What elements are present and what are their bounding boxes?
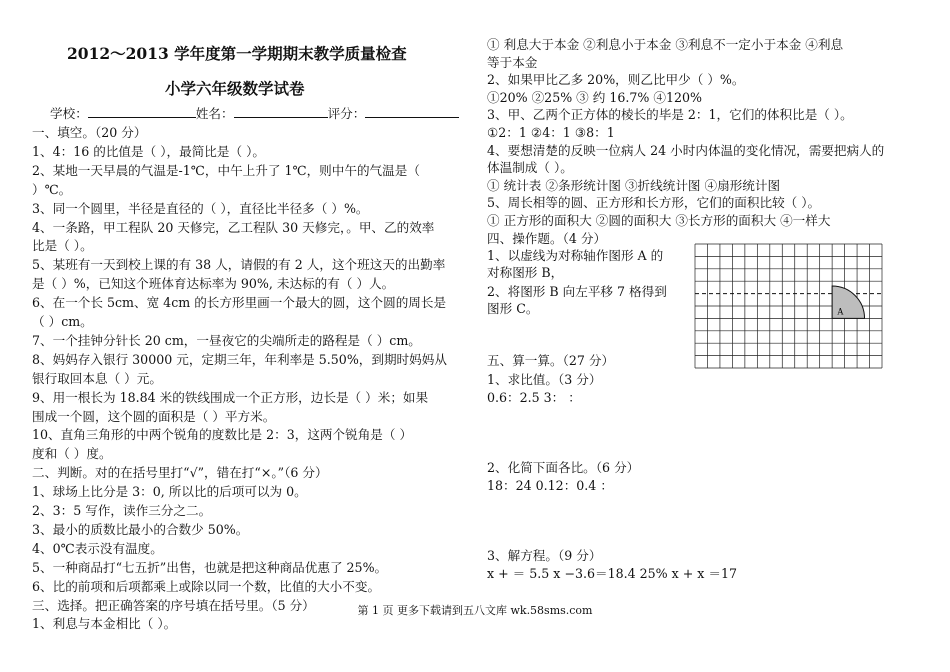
calc-line-1: 1、求比值。（3 分） [487, 372, 602, 387]
calc-line-6: x + ＝ 5.5 x −3.6＝18.4 25% x + x ＝17 [487, 566, 737, 581]
symmetry-grid [694, 243, 883, 369]
left-line-2: 2、某地一天早晨的气温是-1℃，中午上升了 1℃，则中午的气温是（ [32, 162, 420, 178]
left-line-13: 银行取回本息（ ）元。 [32, 370, 162, 386]
info-row [50, 105, 459, 122]
left-line-10: （ ）cm。 [32, 314, 93, 329]
right-line-0: ① 利息大于本金 ②利息小于本金 ③利息不一定小于本金 ④利息 [487, 37, 844, 52]
left-line-7: 5、某班有一天到校上课的有 38 人，请假的有 2 人，这个班这天的出勤率 [32, 257, 446, 273]
right-line-10: ① 正方形的面积大 ②圆的面积大 ③长方形的面积大 ④一样大 [487, 213, 831, 228]
op-line-1: 对称图形 B， [487, 265, 564, 280]
right-line-3: ①20% ②25% ③ 约 16.7% ④120% [487, 89, 702, 105]
left-line-21: 3、最小的质数比最小的合数少 50%。 [32, 521, 249, 537]
calc-line-2: 0.6：2.5 3： ： [487, 390, 581, 405]
page-footer: 第 1 页 更多下载请到五八文库 wk.58sms.com [357, 604, 593, 617]
left-line-18: 二、判断。对的在括号里打“√”，错在打“×。”（6 分） [32, 465, 328, 481]
left-line-23: 5、一种商品打“七五折”出售，也就是把这种商品优惠了 25%。 [32, 559, 388, 575]
right-line-4: 3、甲、乙两个正方体的棱长的毕是 2：1，它们的体积比是（ ）。 [487, 107, 853, 123]
right-line-5: ①2：1 ②4：1 ③8：1 [487, 125, 615, 140]
left-line-8: 是（ ）%，已知这个班体育达标率为 90%, 未达标的有（ ）人。 [32, 276, 395, 292]
calc-line-5: 3、解方程。（9 分） [487, 548, 602, 563]
right-line-7: 体温制成（ ）。 [487, 160, 573, 176]
figure-a-label: A [837, 306, 844, 317]
left-line-0: 一、填空。（20 分） [32, 125, 147, 140]
left-line-19: 1、球场上比分是 3：0, 所以比的后项可以为 0。 [32, 484, 307, 500]
right-line-9: 5、周长相等的圆、正方形和长方形，它们的面积比较（ ）。 [487, 195, 821, 211]
left-line-25: 三、选择。把正确答案的序号填在括号里。（5 分） [32, 597, 315, 613]
left-line-15: 围成一个圆，这个圆的面积是（ ）平方米。 [32, 408, 276, 424]
school-label: 学校： [50, 106, 88, 121]
op-line-0: 1、以虚线为对称轴作图形 A 的 [487, 248, 664, 263]
calc-line-3: 2、化简下面各比。（6 分） [487, 460, 640, 475]
right-line-11: 四、操作题。（4 分） [487, 230, 607, 246]
right-line-6: 4、要想清楚的反映一位病人 24 小时内体温的变化情况，需要把病人的 [487, 142, 885, 158]
calc-line-0: 五、算一算。（27 分） [487, 353, 615, 368]
op-line-2: 2、将图形 B 向左平移 7 格得到 [487, 284, 667, 299]
calc-line-4: 18：24 0.12：0.4 ： [487, 478, 613, 493]
score-label: 评分： [327, 106, 366, 121]
left-line-14: 9、用一根长为 18.84 米的铁线围成一个正方形，边长是（ ）米；如果 [32, 389, 429, 405]
left-line-6: 比是（ ）。 [32, 238, 93, 254]
exam-subtitle: 小学六年级数学试卷 [165, 79, 305, 98]
exam-title: 2012～2013 学年度第一学期期末教学质量检查 [67, 44, 407, 63]
left-line-1: 1、4：16 的比值是（ ），最简比是（ ）。 [32, 143, 265, 159]
left-line-3: ）℃。 [32, 181, 72, 197]
left-line-22: 4、0℃表示没有温度。 [32, 540, 163, 556]
right-line-2: 2、如果甲比乙多 20%，则乙比甲少（ ）%。 [487, 72, 745, 88]
left-line-11: 7、一个挂钟分针长 20 cm，一昼夜它的尖端所走的路程是（ ）cm。 [32, 332, 421, 348]
left-line-4: 3、同一个圆里，半径是直径的（ ），直径比半径多（ ）%。 [32, 200, 369, 216]
left-line-9: 6、在一个长 5cm、宽 4cm 的长方形里画一个最大的圆，这个圆的周长是 [32, 295, 447, 311]
school-field[interactable] [88, 105, 196, 118]
left-line-26: 1、利息与本金相比（ ）。 [32, 616, 177, 632]
left-line-12: 8、妈妈存入银行 30000 元，定期三年，年利率是 5.50%，到期时妈妈从 [32, 351, 447, 367]
left-line-24: 6、比的前项和后项都乘上或除以同一个数，比值的大小不变。 [32, 578, 381, 594]
left-line-17: 度和（ ）度。 [32, 446, 112, 462]
left-line-16: 10、直角三角形的中两个锐角的度数比是 2：3，这两个锐角是（ ） [32, 427, 413, 443]
left-line-20: 2、3：5 写作，读作三分之二。 [32, 503, 212, 518]
name-label: 姓名： [195, 106, 234, 121]
left-line-5: 4、一条路，甲工程队 20 天修完，乙工程队 30 天修完，。甲、乙的效率 [32, 219, 435, 235]
op-line-3: 图形 C。 [487, 301, 539, 316]
score-field[interactable] [365, 105, 459, 118]
right-line-1: 等于本金 [487, 54, 538, 70]
right-line-8: ① 统计表 ②条形统计图 ③折线统计图 ④扇形统计图 [487, 177, 781, 193]
name-field[interactable] [234, 105, 328, 118]
